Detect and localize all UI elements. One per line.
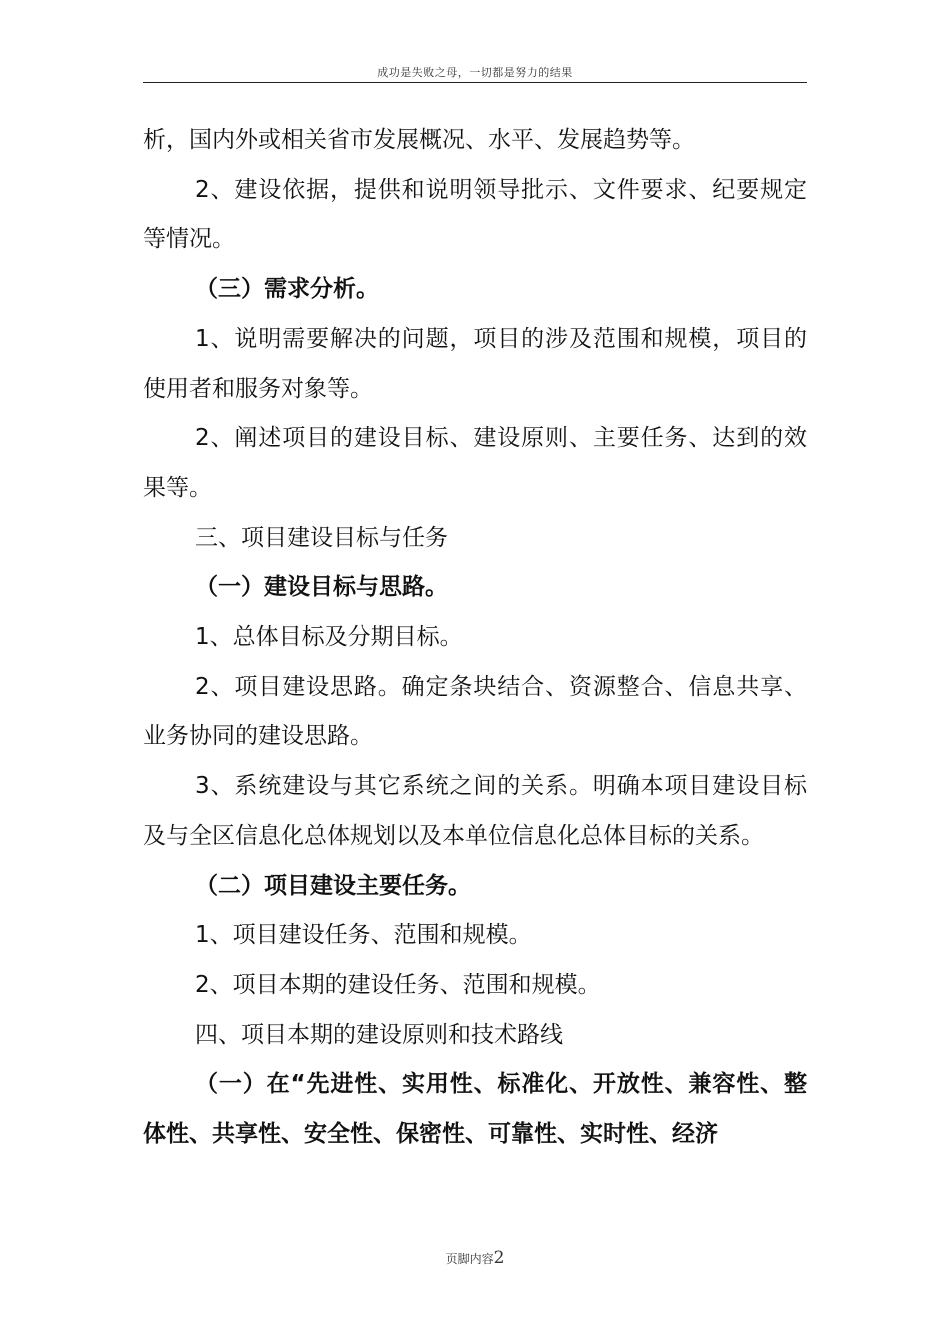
chapter-heading-principles: 四、项目本期的建设原则和技术路线 (195, 1021, 563, 1048)
paragraph-10: 3、系统建设与其它系统之间的关系。明确本项目建设目标及与全区信息化总体规划以及本单位信息化总体目标的关系。 (143, 773, 807, 849)
section-heading-principles-list: （一）在“先进性、实用性、标准化、开放性、兼容性、整体性、共享性、安全性、保密性、可靠性、实时性、经济 (143, 1071, 807, 1148)
section-heading-demand-analysis: （三）需求分析。 (195, 276, 379, 303)
footer-label: 页脚内容 (445, 1252, 494, 1266)
paragraph-12: 1、项目建设任务、范围和规模。 (195, 922, 532, 949)
paragraph-9: 2、项目建设思路。确定条块结合、资源整合、信息共享、业务协同的建设思路。 (143, 673, 807, 750)
header-divider (143, 82, 807, 83)
page-footer (0, 1248, 950, 1268)
paragraph-13: 2、项目本期的建设任务、范围和规模。 (195, 971, 601, 998)
chapter-heading-goals-tasks: 三、项目建设目标与任务 (195, 524, 448, 551)
body-text (143, 116, 807, 1160)
paragraph-1: 析，国内外或相关省市发展概况、水平、发展趋势等。 (143, 127, 695, 153)
section-heading-main-tasks: （二）项目建设主要任务。 (195, 872, 471, 899)
paragraph-5: 2、阐述项目的建设目标、建设原则、主要任务、达到的效果等。 (143, 425, 807, 501)
paragraph-4: 1、说明需要解决的问题，项目的涉及范围和规模，项目的使用者和服务对象等。 (143, 325, 807, 402)
paragraph-2: 2、建设依据，提供和说明领导批示、文件要求、纪要规定等情况。 (143, 176, 807, 253)
section-heading-goals-ideas: （一）建设目标与思路。 (195, 574, 448, 601)
paragraph-8: 1、总体目标及分期目标。 (195, 624, 463, 651)
page-number: 2 (493, 1248, 505, 1268)
page-header: 成功是失败之母，一切都是努力的结果 (377, 66, 573, 79)
